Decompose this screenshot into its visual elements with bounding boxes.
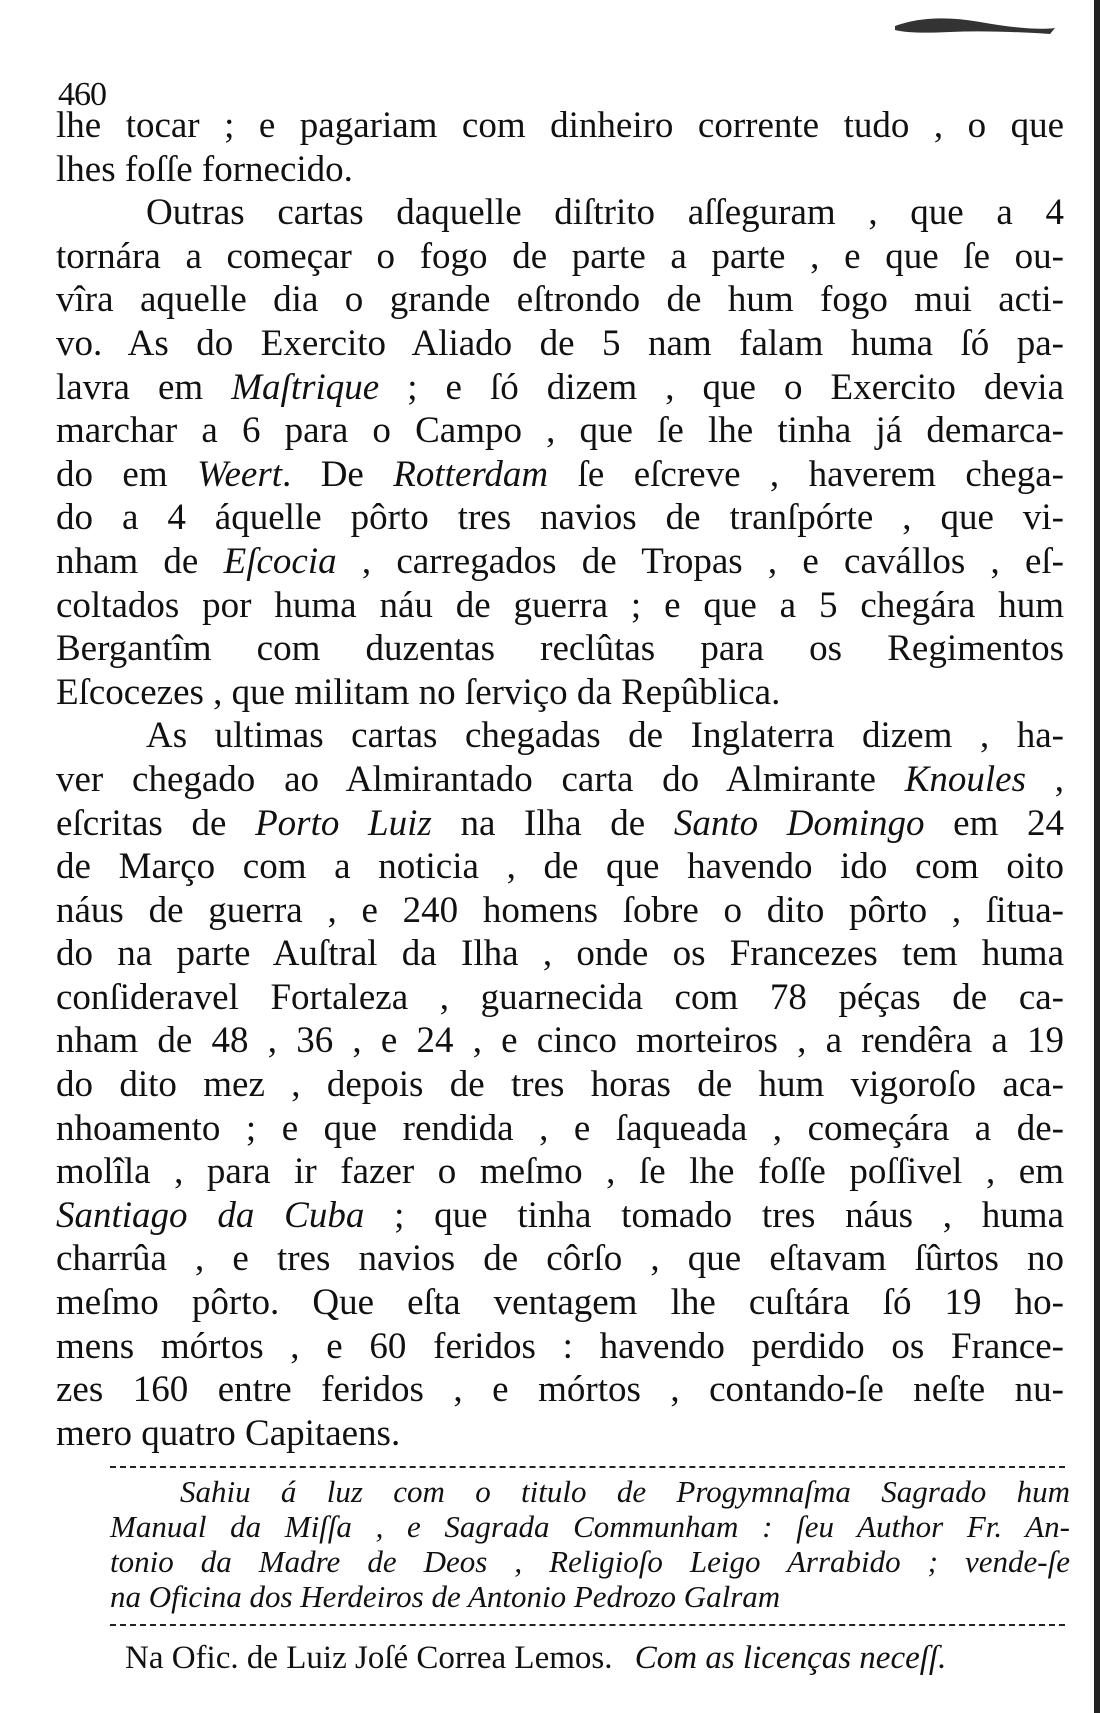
italic-name: Weert xyxy=(197,453,283,495)
text-line xyxy=(56,758,1064,802)
imprint xyxy=(125,1640,1070,1677)
text-segment: tornára a começar o fogo de parte a parte , e que ſe ou- xyxy=(56,235,1064,277)
notice-line: Sahiu á luz com o titulo de Progymnaſma Sagrado hum xyxy=(180,1474,1070,1509)
text-segment: eſcritas de xyxy=(56,802,256,844)
ink-smudge xyxy=(890,8,1060,38)
text-segment: ; e ſó dizem , que o Exercito devia xyxy=(379,366,1064,408)
text-segment: lhes foſſe fornecido. xyxy=(56,148,353,190)
italic-name: Santo Domingo xyxy=(673,802,925,844)
text-line xyxy=(56,366,1064,410)
text-segment: marchar a 6 para o Campo , que ſe lhe tinha já demarca- xyxy=(56,410,1064,452)
text-segment: coltados por huma náu de guerra ; e que a 5 chegára hum xyxy=(56,584,1064,626)
text-segment: nham de 48 , 36 , e 24 , e cinco morteiros , a rendêra a 19 xyxy=(56,1020,1064,1062)
text-segment: lhe tocar ; e pagariam com dinheiro corrente tudo , o que xyxy=(56,105,1064,146)
text-segment: vo. As do Exercito Aliado de 5 nam falam huma ſó pa- xyxy=(56,322,1064,364)
text-segment: nhoamento ; e que rendida , e ſaqueada , começára a de- xyxy=(56,1107,1064,1149)
text-line xyxy=(56,584,1064,628)
text-line xyxy=(56,1325,1064,1369)
text-segment: nham de xyxy=(56,540,224,582)
text-line xyxy=(56,671,1064,715)
text-line xyxy=(56,845,1064,889)
text-segment: ver chegado ao Almirantado carta do Almirante xyxy=(56,758,905,800)
text-segment: Bergantîm com duzentas reclûtas para os Regimentos xyxy=(56,628,1064,670)
text-segment: mero quatro Capitaens. xyxy=(56,1412,401,1454)
text-segment: do dito mez , depois de tres horas de hum vigoroſo aca- xyxy=(56,1064,1064,1106)
italic-name: Eſcocia xyxy=(223,540,337,582)
text-line xyxy=(56,496,1064,540)
text-segment: em 24 xyxy=(924,802,1065,844)
page-number: 460 xyxy=(58,76,106,113)
text-line xyxy=(56,322,1064,366)
italic-name: Maſtrique xyxy=(231,366,380,408)
notice-line: Manual da Miſſa , e Sagrada Communham : ſeu Author Fr. An- xyxy=(110,1509,1070,1544)
page-edge xyxy=(1094,0,1100,1713)
text-line xyxy=(56,802,1064,846)
text-line xyxy=(56,453,1064,497)
text-line xyxy=(56,1412,1064,1456)
printer-line: Na Ofic. de Luiz Joſé Correa Lemos. xyxy=(125,1640,613,1676)
notice-line: na Oficina dos Herdeiros de Antonio Pedrozo Galram xyxy=(110,1579,781,1614)
text-segment: Outras cartas daquelle diſtrito aſſeguram , que a 4 xyxy=(146,192,1064,234)
text-line xyxy=(56,540,1064,584)
text-segment: náus de guerra , e 240 homens ſobre o dito pôrto , ſitua- xyxy=(56,889,1064,931)
text-segment: do a 4 áquelle pôrto tres navios de tranſpórte , que vi- xyxy=(56,497,1064,539)
notice-line: tonio da Madre de Deos , Religioſo Leigo Arrabido ; vende-ſe xyxy=(110,1544,1070,1579)
text-segment: lavra em xyxy=(56,366,232,408)
text-line xyxy=(56,1237,1064,1281)
divider-rule xyxy=(110,1624,1065,1626)
italic-name: Porto Luiz xyxy=(255,802,432,844)
text-line xyxy=(56,104,1064,148)
text-segment: vîra aquelle dia o grande eſtrondo de hum fogo mui acti- xyxy=(56,279,1064,321)
book-notice xyxy=(110,1474,1070,1614)
text-line xyxy=(56,1150,1064,1194)
text-line xyxy=(56,1281,1064,1325)
text-line xyxy=(56,976,1064,1020)
text-line xyxy=(56,278,1064,322)
text-segment: zes 160 entre feridos , e mórtos , contando-ſe neſte nu- xyxy=(56,1369,1064,1411)
text-line xyxy=(56,1368,1064,1412)
text-segment: meſmo pôrto. Que eſta ventagem lhe cuſtára ſó 19 ho- xyxy=(56,1282,1064,1324)
text-line xyxy=(56,1107,1064,1151)
text-line xyxy=(56,1063,1064,1107)
text-segment: ſe eſcreve , haverem chega- xyxy=(548,453,1065,495)
divider-rule xyxy=(110,1466,1065,1468)
text-line xyxy=(56,191,1064,235)
text-line xyxy=(56,235,1064,279)
text-line xyxy=(56,148,1064,192)
text-segment: conſideravel Fortaleza , guarnecida com 78 péças de ca- xyxy=(56,976,1064,1018)
text-line xyxy=(56,889,1064,933)
article-body xyxy=(56,104,1064,1455)
text-line xyxy=(56,1019,1064,1063)
italic-name: Santiago da Cuba xyxy=(56,1194,365,1236)
license-line: Com as licenças neceſſ. xyxy=(634,1640,947,1676)
text-segment: na Ilha de xyxy=(431,802,674,844)
italic-name: Knoules xyxy=(904,758,1026,800)
text-segment: ; que tinha tomado tres náus , huma xyxy=(364,1194,1064,1236)
text-line xyxy=(56,409,1064,453)
text-segment: Eſcocezes , que militam no ſerviço da Repûblica. xyxy=(56,671,781,713)
text-segment: . De xyxy=(282,453,394,495)
text-segment: do na parte Auſtral da Ilha , onde os Francezes tem huma xyxy=(56,933,1064,975)
text-segment: molîla , para ir fazer o meſmo , ſe lhe foſſe poſſivel , em xyxy=(56,1151,1064,1193)
text-segment: As ultimas cartas chegadas de Inglaterra dizem , ha- xyxy=(146,715,1064,757)
text-segment: de Março com a noticia , de que havendo ido com oito xyxy=(56,846,1064,888)
text-segment: , xyxy=(1025,758,1064,800)
text-line xyxy=(56,627,1064,671)
text-segment: , carregados de Tropas , e cavállos , eſ- xyxy=(336,540,1065,582)
text-line xyxy=(56,932,1064,976)
italic-name: Rotterdam xyxy=(393,453,549,495)
text-segment: do em xyxy=(56,453,198,495)
text-segment: mens mórtos , e 60 feridos : havendo perdido os France- xyxy=(56,1325,1064,1367)
text-line xyxy=(56,714,1064,758)
text-line xyxy=(56,1194,1064,1238)
text-segment: charrûa , e tres navios de côrſo , que eſtavam ſûrtos no xyxy=(56,1238,1064,1280)
